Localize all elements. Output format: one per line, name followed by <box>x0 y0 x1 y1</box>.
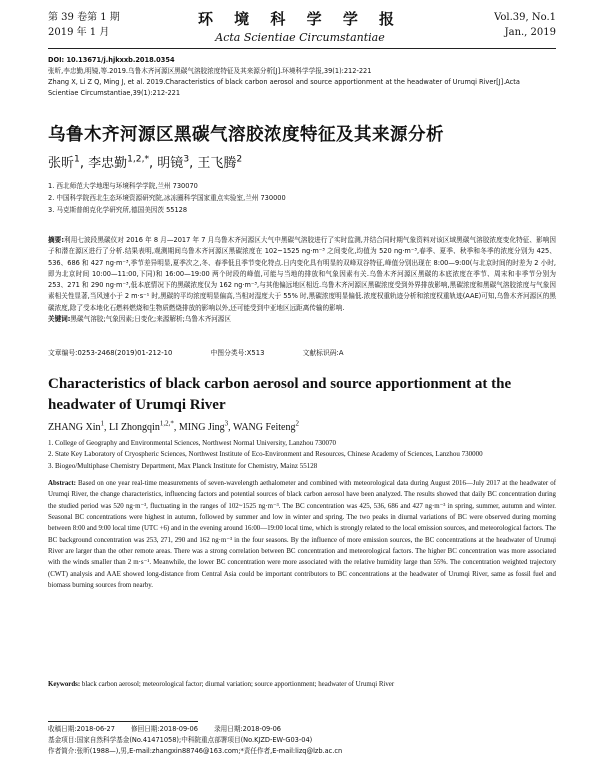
received-date: 收稿日期:2018-06-27 <box>48 725 115 733</box>
abstract-cn-label: 摘要: <box>48 236 64 244</box>
header-rule <box>48 48 556 49</box>
author-sup: 2 <box>236 154 243 165</box>
author-sep: , <box>228 422 231 433</box>
author-sup: 1,2,* <box>127 154 150 165</box>
footnote-rule <box>48 721 198 722</box>
author-en: MING Jing <box>178 422 225 433</box>
doi[interactable]: DOI: 10.13671/j.hjkxxb.2018.0354 <box>48 56 175 64</box>
author-sup: 3 <box>183 154 190 165</box>
keywords-cn-text: 黑碳气溶胶;气象因素;日变化;来源解析;乌鲁木齐河源区 <box>70 315 231 324</box>
affiliation-item: 2. State Key Laboratory of Cryospheric Sciences, Northwest Institute of Eco-Environment and Resources, Chinese Academy of Sciences, Lanzhou 730000 <box>48 450 483 459</box>
keywords-en-text: black carbon aerosol; meteorological factor; diurnal variation; source apportionment; headwater of Urumqi River <box>81 681 395 688</box>
affiliation-item: 2. 中国科学院西北生态环境资源研究院,冰冻圈科学国家重点实验室,兰州 730000 <box>48 194 286 202</box>
author-sep: , <box>79 156 84 171</box>
keywords-en-label: Keywords: <box>48 681 81 688</box>
volume-en: Vol.39, No.1 <box>494 12 556 23</box>
author-sep: , <box>173 422 177 433</box>
authors-cn <box>48 152 242 171</box>
affiliation-item: 3. Biogeo/Multiphase Chemistry Department, Max Planck Institute for Chemistry, Mainz 55128 <box>48 461 318 470</box>
citation-block <box>48 55 556 99</box>
keywords-cn-label: 关键词: <box>48 315 71 324</box>
author-cn: 王飞腾 <box>197 156 237 171</box>
citation-cn: 张昕,李忠勤,明镜,等.2019.乌鲁木齐河源区黑碳气溶胶浓度特征及其来源分析[J].环境科学学报,39(1):212-221 <box>48 67 372 75</box>
affiliations-cn <box>48 180 286 216</box>
authors-en <box>48 419 299 433</box>
affiliation-item: 3. 马克斯普朗克化学研究所,德国美因茨 55128 <box>48 206 188 214</box>
volume-cn: 第 39 卷第 1 期 <box>48 12 120 23</box>
author-sup: 2 <box>295 419 299 428</box>
author-en: ZHANG Xin <box>48 422 101 433</box>
journal-title-en: Acta Scientiae Circumstantiae <box>215 31 385 44</box>
title-cn: 乌鲁木齐河源区黑碳气溶胶浓度特征及其来源分析 <box>48 125 444 145</box>
author-sup: 1,2,* <box>159 419 174 428</box>
author-sup: 1 <box>74 154 80 165</box>
keywords-en <box>48 681 556 688</box>
affiliation-item: 1. College of Geography and Environmental Sciences, Northwest Normal University, Lanzhou 730070 <box>48 439 337 447</box>
abstract-en <box>48 478 556 591</box>
clc-number: 中图分类号:X513 <box>210 349 265 357</box>
abstract-cn <box>48 235 556 325</box>
article-number: 文章编号:0253-2468(2019)01-212-10 <box>48 349 173 357</box>
author-bio: 作者简介:张昕(1988—),男,E-mail:zhangxin88746@163.com;*责任作者,E-mail:lizq@lzb.ac.cn <box>48 747 343 755</box>
author-sep: , <box>149 156 154 171</box>
document-code: 文献标识码:A <box>302 349 344 357</box>
author-cn: 明镜 <box>157 156 184 171</box>
funding: 基金项目:国家自然科学基金(No.41471058);中科院重点部署项目(No.KJZD-EW-G03-04) <box>48 736 313 744</box>
date-cn: 2019 年 1 月 <box>48 27 110 38</box>
citation-en-2: Scientiae Circumstantiae,39(1):212-221 <box>48 89 181 97</box>
affiliations-en <box>48 438 556 472</box>
author-cn: 张昕 <box>48 156 75 171</box>
footnotes <box>48 724 556 757</box>
abstract-en-text: Based on one year real-time measurements of seven-wavelength aethalometer and combined with meteorological data during August 2016—July 2017 at the headwater of Urumqi River, the change characteristics, influencing factors and potential sources of black carbon aerosol have been analyzed. The results showed that daily BC concentration during the studied period was 520 ng·m⁻³, fluctuating in the ranges of 102~1525 ng·m⁻³. The BC concentration was 425, 536, 686 and 427 ng·m⁻³ in spring, summer, autumn and winter. Seasonal BC concentrations were highest in autumn, followed by summer and low in winter and spring. The two peaks in diurnal variations of BC were observed during morning between 8:00 and 9:00 local time (UTC +6) and in the evening around 16:00—19:00 local time, which is strongly related to the local emission sources, and meteorological factors. The BC background concentration was 253, 271, 290 and 162 ng·m⁻³ in the four seasons. By the influence of more emission sources, the BC concentrations at the headwater of Urumqi River are larger than the other remote areas. There was a strong correlation between BC concentration and meteorological factors. The higher BC concentration was more associated with the winds smaller than 2 m·s⁻¹. Meanwhile, the lower BC concentration were more associated with the relative humidity large than 55%. The concentration weighted trajectory (CWT) analysis and AAE showed long-distance from Central Asia could be important contributors to BC concentrations at the headwater of Urumqi River, same as fossil fuel and biomass burning sources from nearby. <box>48 480 556 590</box>
abstract-en-label: Abstract: <box>48 480 76 487</box>
author-sup: 1 <box>100 419 104 428</box>
revised-date: 修回日期:2018-09-06 <box>131 725 198 733</box>
citation-en-1: Zhang X, Li Z Q, Ming J, et al. 2019.Characteristics of black carbon aerosol and source apportionment at the headwater of Urumqi River[J].Acta <box>48 78 520 86</box>
accepted-date: 录用日期:2018-09-06 <box>214 725 281 733</box>
author-en: LI Zhongqin <box>109 422 160 433</box>
author-sup: 3 <box>224 419 229 428</box>
date-en: Jan., 2019 <box>504 27 556 38</box>
author-sep: , <box>189 156 194 171</box>
abstract-cn-text: 利用七波段黑碳仪对 2016 年 8 月—2017 年 7 月乌鲁木齐河源区大气中黑碳气溶胶进行了实时监测,并结合同时期气象资料对该区域黑碳气溶胶浓度变化特征、影响因子和潜在源区进行了分析.结果表明,观测期间乌鲁木齐河源区黑碳浓度在 102~1525 ng·m⁻³ 之间变化,均值为 520 ng·m⁻³,春季、夏季、秋季和冬季的浓度分别为 425、536、686 和 427 ng·m⁻³,季节差异明显,夏季次之,冬、春季低且季节变化特点.日内变化具有明显的双峰双谷特征,峰值分别出现在 8:00—9:00(与北京时间的时差为 2 小时,即为北京时间 10:00—11:00,下同)和 16:00—19:00 两个时段的峰值,可能与当地的排放和气象因素有关.乌鲁木齐河源区黑碳的本底浓度在季节、周末和非季节分别为 253、271 和 290 ng·m⁻³,低本底情况下的黑碳浓度仅为 162 ng·m⁻³,与其他偏远地区相近.乌鲁木齐河源区黑碳浓度受到外界排放影响,黑碳浓度和黑碳气溶胶浓度与气象因素相关性显著,当风速小于 2 m·s⁻¹ 时,黑碳的平均浓度明显偏高,当相对湿度大于 55% 时,黑碳浓度明显偏低.浓度权重轨迹分析和浓度权重轨迹(AAE)可知,乌鲁木齐河源区的黑碳浓度,除了受本地化石燃料燃烧和生物质燃烧排放的影响以外,还可能受到中亚地区远距离传输的影响. <box>48 236 557 312</box>
header-right <box>494 10 556 40</box>
author-sep: , <box>104 422 107 433</box>
classification-line <box>48 347 556 357</box>
author-en: WANG Feiteng <box>233 422 296 433</box>
journal-title-cn: 环 境 科 学 学 报 <box>197 10 403 28</box>
author-cn: 李忠勤 <box>88 156 128 171</box>
affiliation-item: 1. 西北师范大学地理与环境科学学院,兰州 730070 <box>48 182 198 190</box>
title-en: Characteristics of black carbon aerosol and source apportionment at the headwater of Urumqi River <box>48 376 512 413</box>
